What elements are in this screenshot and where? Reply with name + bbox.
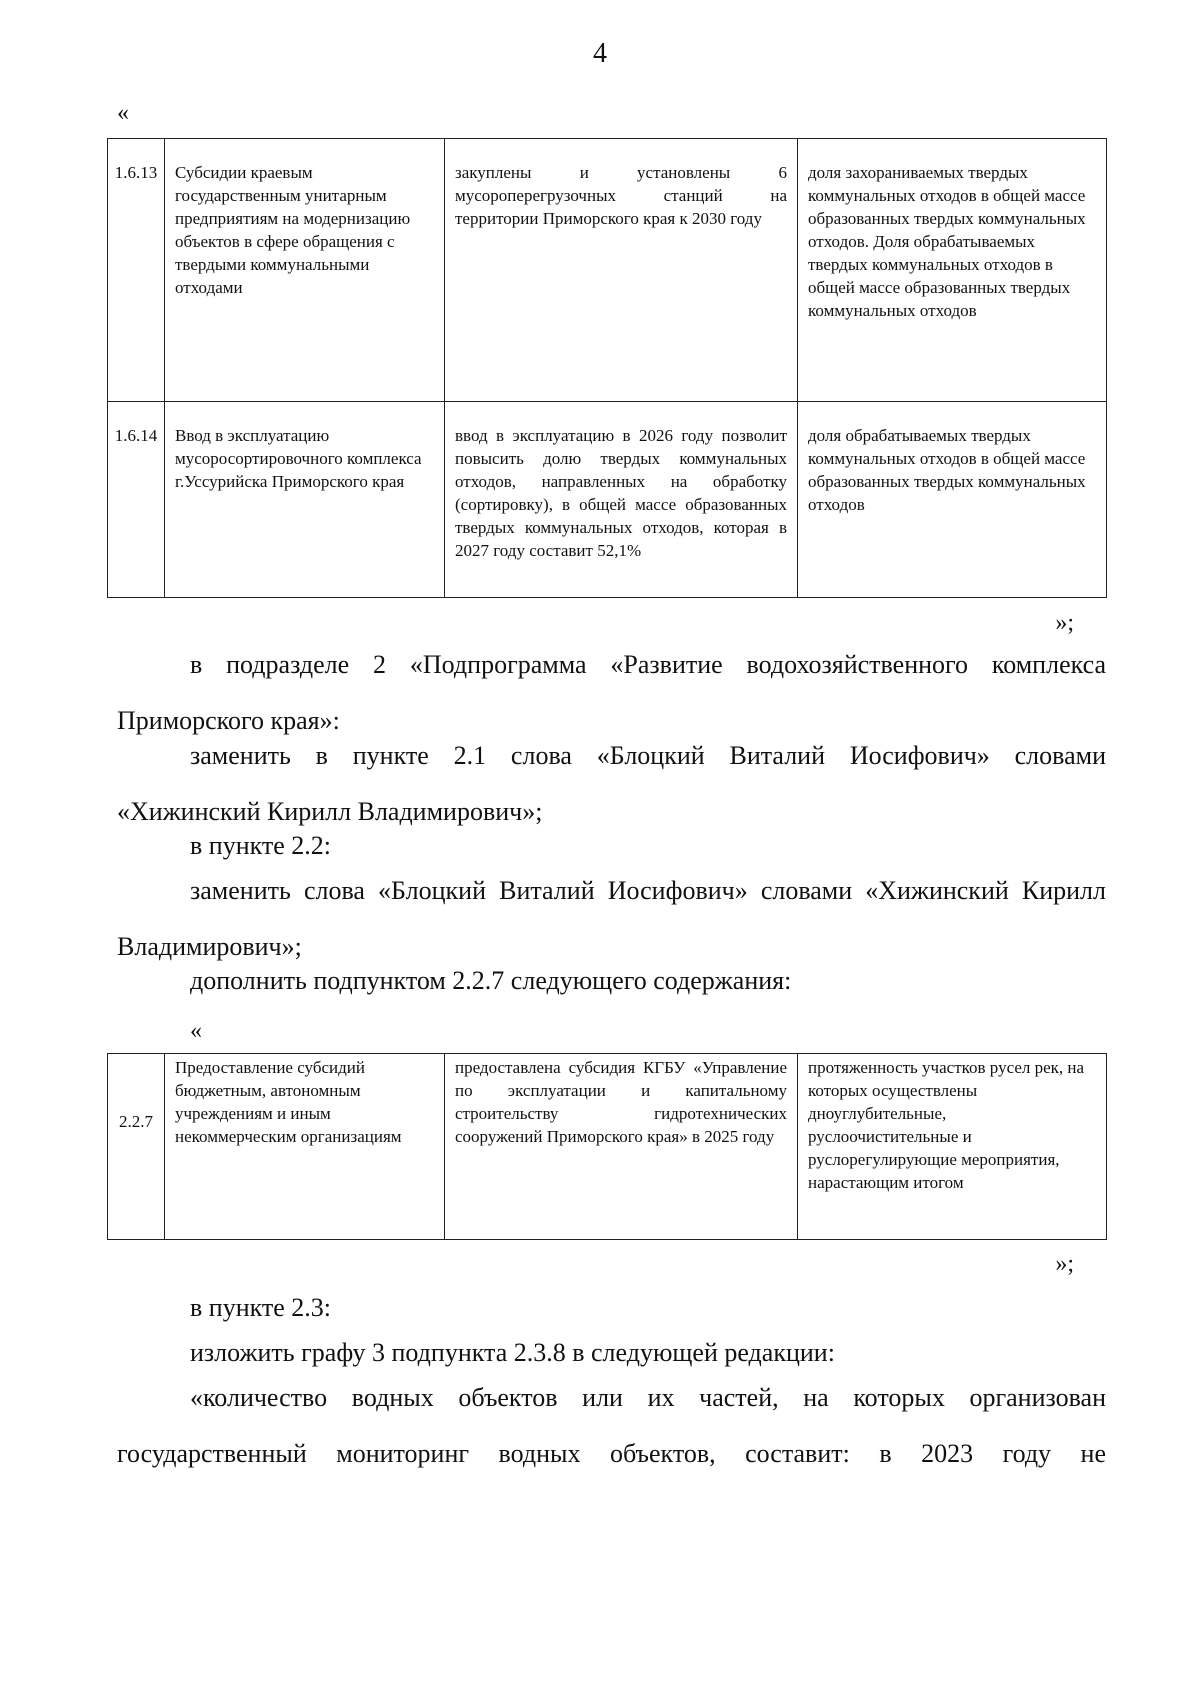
paragraph-column-3-2-3-8: изложить графу 3 подпункта 2.3.8 в следующей редакции: [190, 1338, 835, 1367]
measure-result: предоставлена субсидия КГБУ «Управление по эксплуатации и капитальному строительству гидротехнических сооружений Приморского края» в 2025 году [445, 1054, 798, 1240]
measure-result: ввод в эксплуатацию в 2026 году позволит повысить долю твердых коммунальных отходов, направленных на обработку (сортировку), в общей массе образованных твердых коммунальных отходов, которая в 2027 году составит 52,1% [445, 402, 798, 598]
paragraph-add-2-2-7: дополнить подпунктом 2.2.7 следующего содержания: [190, 966, 792, 995]
paragraph-replace-2-2: заменить слова «Блоцкий Виталий Иосифович» словами «Хижинский Кирилл Владимирович»; [117, 876, 1106, 961]
paragraph-item-2-3: в пункте 2.3: [190, 1293, 332, 1322]
opening-quote-mark: « [117, 100, 129, 126]
paragraph-item-2-2: в пункте 2.2: [190, 831, 332, 860]
measures-table-1 [107, 138, 1107, 598]
measure-indicator: доля захораниваемых твердых коммунальных отходов в общей массе образованных твердых коммунальных отходов. Доля обрабатываемых твердых коммунальных отходов в общей массе образованных твердых коммунальных отходов [798, 139, 1107, 402]
row-number: 1.6.13 [108, 139, 165, 402]
row-number: 2.2.7 [108, 1054, 165, 1240]
table-row [108, 139, 1107, 402]
paragraph-subsection-2: в подразделе 2 «Подпрограмма «Развитие водохозяйственного комплекса Приморского края»: [117, 650, 1106, 735]
table-row [108, 402, 1107, 598]
closing-quote-mark: »; [1055, 1251, 1074, 1277]
measure-name: Предоставление субсидий бюджетным, автономным учреждениям и иным некоммерческим организациям [165, 1054, 445, 1240]
measure-indicator: протяженность участков русел рек, на которых осуществлены дноуглубительные, руслоочистительные и руслорегулирующие мероприятия, нарастающим итогом [798, 1054, 1107, 1240]
paragraph-replace-2-1: заменить в пункте 2.1 слова «Блоцкий Виталий Иосифович» словами «Хижинский Кирилл Владимирович»; [117, 741, 1106, 826]
opening-quote-mark: « [190, 1018, 202, 1044]
paragraph-quoted-text: «количество водных объектов или их частей, на которых организован государственный мониторинг водных объектов, составит: в 2023 году не [117, 1383, 1106, 1468]
closing-quote-mark: »; [1055, 610, 1074, 636]
page-number: 4 [593, 38, 607, 69]
measure-indicator: доля обрабатываемых твердых коммунальных отходов в общей массе образованных твердых коммунальных отходов [798, 402, 1107, 598]
measure-name: Субсидии краевым государственным унитарным предприятиям на модернизацию объектов в сфере обращения с твердыми коммунальными отходами [165, 139, 445, 402]
table-row [108, 1054, 1107, 1240]
row-number: 1.6.14 [108, 402, 165, 598]
measure-name: Ввод в эксплуатацию мусоросортировочного комплекса г.Уссурийска Приморского края [165, 402, 445, 598]
measure-result: закуплены и установлены 6 мусороперегрузочных станций на территории Приморского края к 2030 году [445, 139, 798, 402]
measures-table-2 [107, 1053, 1107, 1240]
